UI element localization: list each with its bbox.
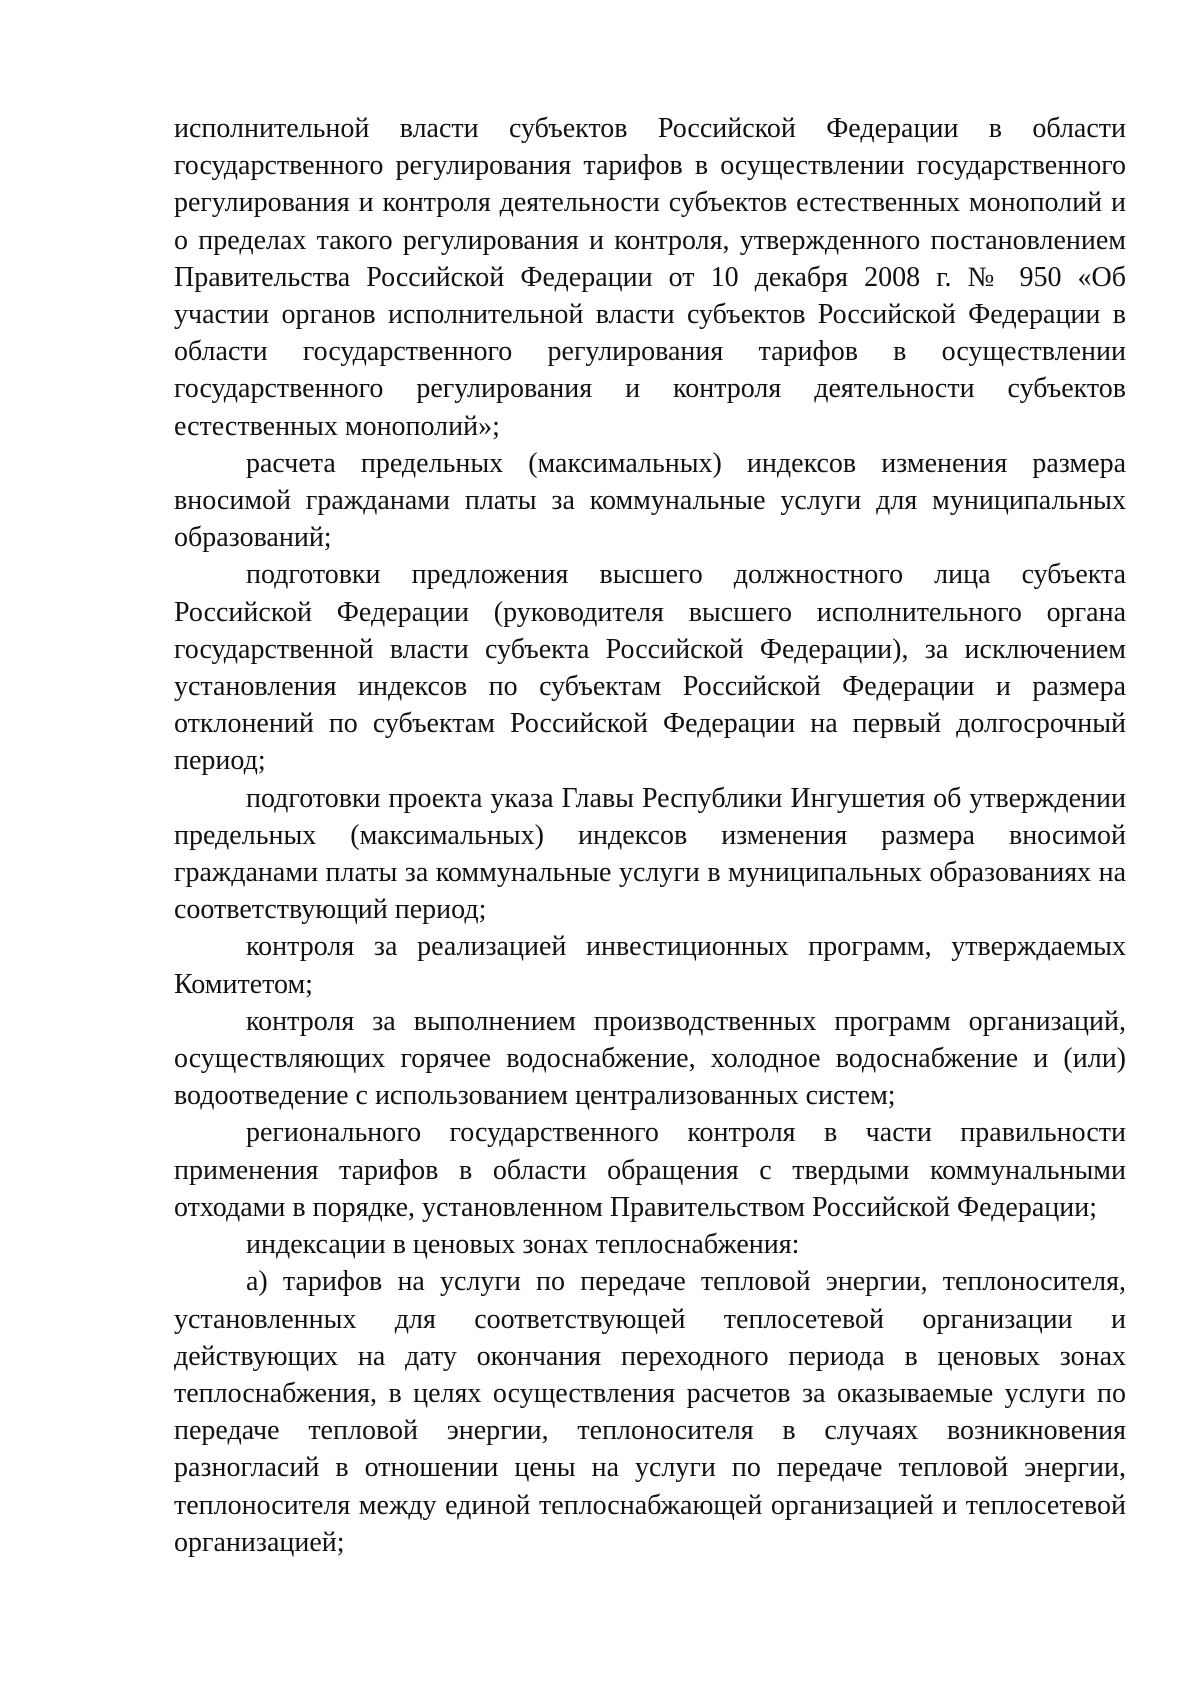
paragraph-decree-draft: подготовки проекта указа Главы Республики Ингушетия об утверждении предельных (максимальных) индексов изменения размера вносимой гражданами платы за коммунальные услуги в муниципальных образованиях на соответствующий период; xyxy=(174,782,1126,926)
paragraph-tariff-index-calculation: расчета предельных (максимальных) индексов изменения размера вносимой гражданами платы за коммунальные услуги для муниципальных образований; xyxy=(174,447,1126,554)
paragraph-item-a: а) тарифов на услуги по передаче тепловой энергии, теплоносителя, установленных для соответствующей теплосетевой организации и действующих на дату окончания переходного периода в ценовых зонах теплоснабжения, в целях осуществления расчетов за оказываемые услуги по передаче тепловой энергии, теплоносителя в случаях возникновения разногласий в отношении цены на услуги по передаче тепловой энергии, теплоносителя между единой теплоснабжающей организацией и теплосетевой организацией; xyxy=(174,1266,1126,1558)
document-page xyxy=(174,110,1126,1561)
paragraph-regional-control: регионального государственного контроля в части правильности применения тарифов в области обращения с твердыми коммунальными отходами в порядке, установленном Правительством Российской Федерации; xyxy=(174,1117,1126,1223)
paragraph-proposal-preparation: подготовки предложения высшего должностного лица субъекта Российской Федерации (руководителя высшего исполнительного органа государственной власти субъекта Российской Федерации), за исключением установления индексов по субъектам Российской Федерации и размера отклонений по субъектам Российской Федерации на первый долгосрочный период; xyxy=(174,559,1126,777)
paragraph-investment-control: контроля за реализацией инвестиционных программ, утверждаемых Комитетом; xyxy=(174,931,1126,1000)
paragraph-continuation: исполнительной власти субъектов Российской Федерации в области государственного регулирования тарифов в осуществлении государственного регулирования и контроля деятельности субъектов естественных монополий и о пределах такого регулирования и контроля, утвержденного постановлением Правительства Российской Федерации от 10 декабря 2008 г. № 950 «Об участии органов исполнительной власти субъектов Российской Федерации в области государственного регулирования тарифов в осуществлении государственного регулирования и контроля деятельности субъектов естественных монополий»; xyxy=(174,113,1126,442)
paragraph-production-control: контроля за выполнением производственных программ организаций, осуществляющих горячее водоснабжение, холодное водоснабжение и (или) водоотведение с использованием централизованных систем; xyxy=(174,1005,1126,1112)
paragraph-indexation-heading: индексации в ценовых зонах теплоснабжения: xyxy=(246,1229,800,1261)
